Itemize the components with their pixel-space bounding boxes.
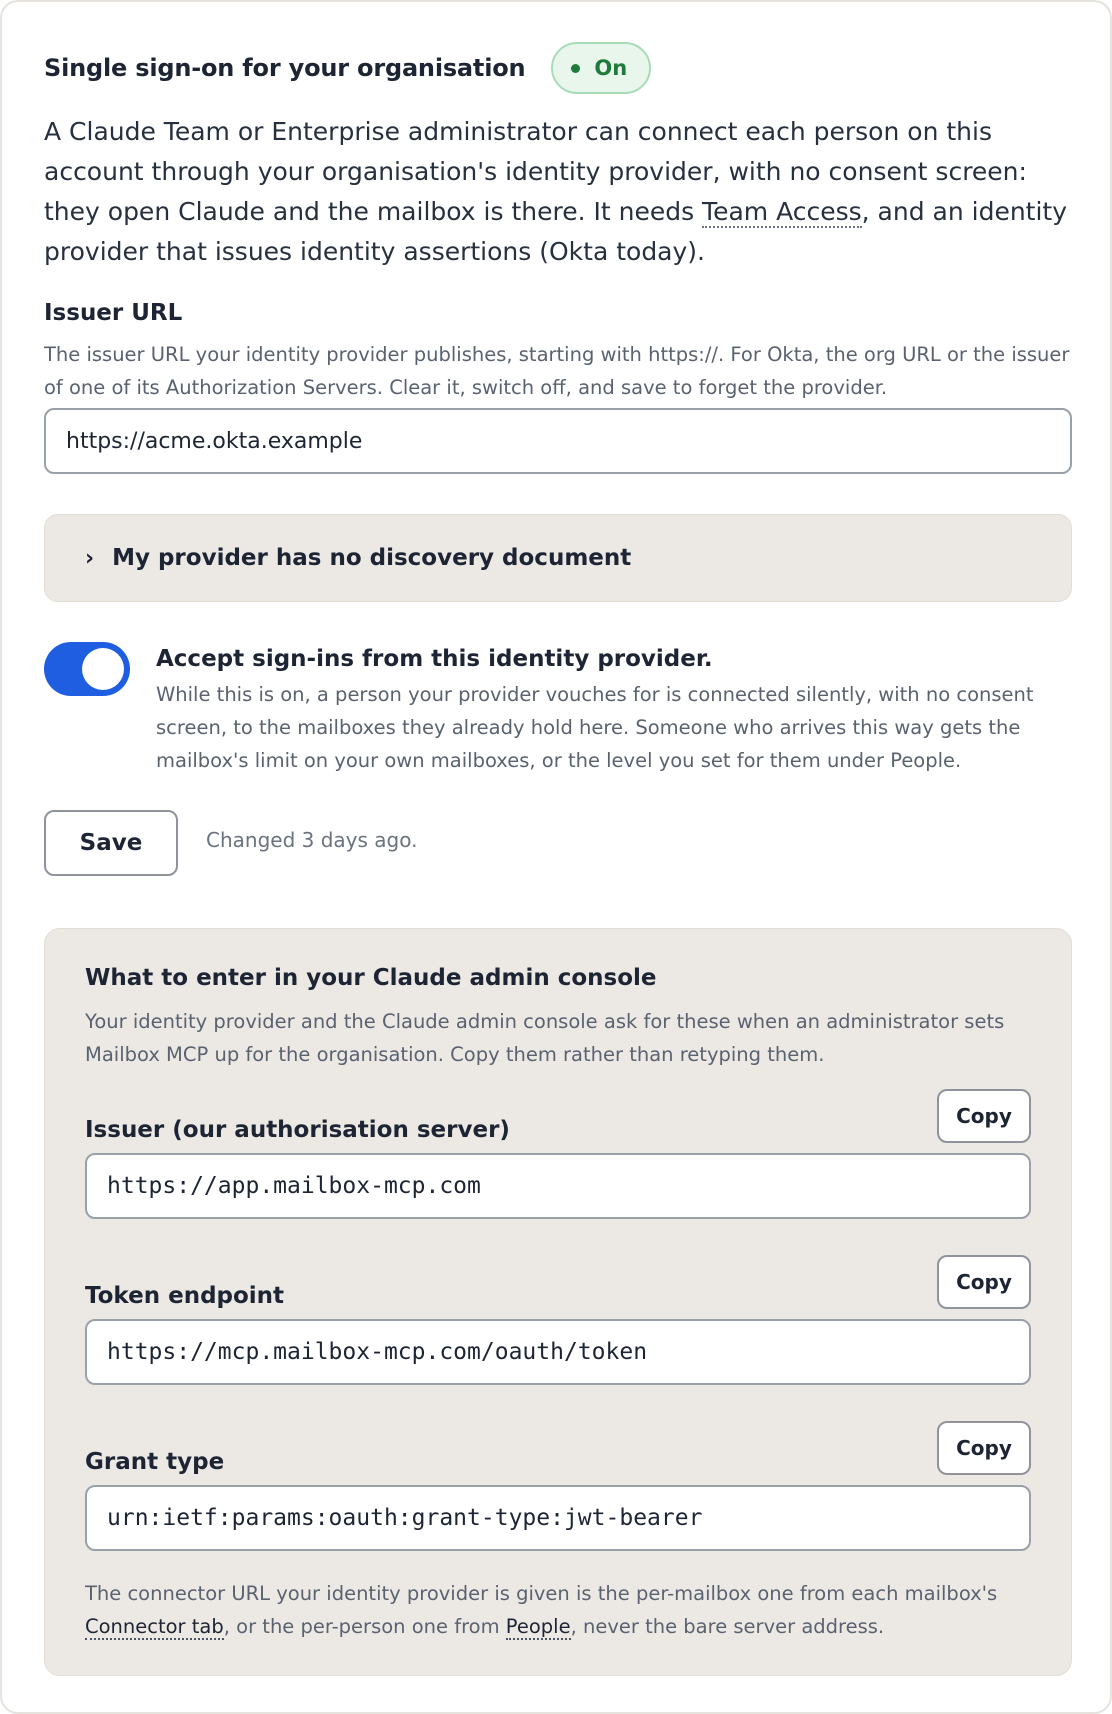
token-endpoint-field[interactable] [85, 1319, 1031, 1385]
grant-type-value: urn:ietf:params:oauth:grant-type:jwt-bearer [107, 1505, 703, 1531]
people-link[interactable]: People [505, 1615, 571, 1638]
issuer-url-value: https://acme.okta.example [66, 428, 363, 454]
sso-title: Single sign-on for your organisation [44, 54, 526, 82]
admin-console-box [44, 928, 1072, 1676]
toggle-knob [82, 648, 124, 690]
status-badge [551, 42, 651, 94]
team-access-term: Team Access [702, 197, 862, 226]
accept-signins-toggle[interactable] [44, 642, 130, 696]
save-button[interactable]: Save [44, 810, 178, 876]
issuer-field[interactable] [85, 1153, 1031, 1219]
admin-console-help: Your identity provider and the Claude admin console ask for these when an administrator sets Mailbox MCP up for the organisation. Copy them rather than retyping them. [85, 1010, 1005, 1066]
grant-type-label: Grant type [85, 1449, 225, 1475]
no-discovery-disclosure[interactable] [44, 514, 1072, 602]
issuer-field-label: Issuer (our authorisation server) [85, 1117, 510, 1143]
admin-console-title: What to enter in your Claude admin console [85, 965, 657, 991]
sso-intro [44, 112, 1074, 272]
accept-signins-title: Accept sign-ins from this identity provider. [156, 646, 713, 672]
connector-tab-link[interactable]: Connector tab [85, 1615, 224, 1638]
token-endpoint-label: Token endpoint [85, 1283, 285, 1309]
intro-text-start: A Claude Team or Enterprise administrator can connect each person on this account through your organisation's identity provider, with no consent screen: they open Claude and the mailbox is there. It needs [44, 117, 1027, 226]
sso-header [44, 42, 651, 94]
token-endpoint-value: https://mcp.mailbox-mcp.com/oauth/token [107, 1339, 648, 1365]
chevron-right-icon: › [85, 545, 95, 571]
admin-console-footer [85, 1577, 1035, 1643]
footer-text-1: The connector URL your identity provider is given is the per-mailbox one from each mailbox's [85, 1582, 998, 1605]
grant-type-field[interactable] [85, 1485, 1031, 1551]
footer-text-2: , or the per-person one from [223, 1615, 506, 1638]
issuer-url-input[interactable] [44, 408, 1072, 474]
issuer-url-help: The issuer URL your identity provider publishes, starting with https://. For Okta, the org URL or the issuer of one of its Authorization Servers. Clear it, switch off, and save to forget the provider. [44, 343, 1070, 399]
intro-text-end: , and an identity provider that issues identity assertions (Okta today). [44, 197, 1068, 266]
save-status: Changed 3 days ago. [206, 828, 418, 852]
copy-token-endpoint-button[interactable]: Copy [937, 1255, 1031, 1309]
copy-grant-type-button[interactable]: Copy [937, 1421, 1031, 1475]
issuer-field-value: https://app.mailbox-mcp.com [107, 1173, 481, 1199]
accept-signins-section [156, 646, 1076, 777]
footer-text-3: , never the bare server address. [570, 1615, 885, 1638]
no-discovery-label: My provider has no discovery document [112, 545, 632, 571]
issuer-url-label: Issuer URL [44, 300, 183, 326]
status-badge-label: On [594, 56, 628, 80]
accept-signins-description: While this is on, a person your provider vouches for is connected silently, with no consent screen, to the mailboxes they already hold here. Someone who arrives this way gets the mailbox's limit on your own mailboxes, or the level you set for them under People. [156, 683, 1034, 772]
copy-issuer-button[interactable]: Copy [937, 1089, 1031, 1143]
status-dot-icon [571, 64, 580, 73]
